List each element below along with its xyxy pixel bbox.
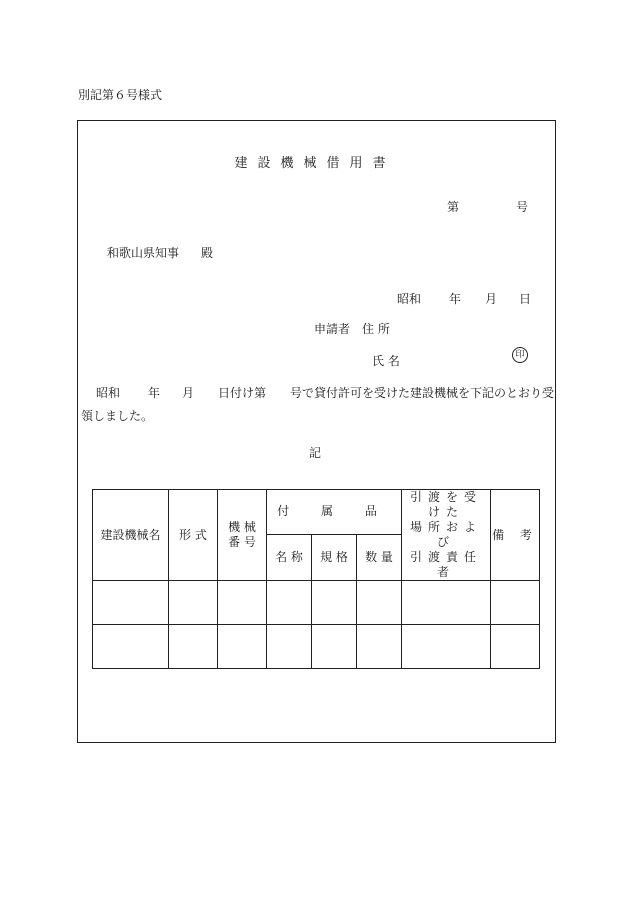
table-cell[interactable] [357,581,402,625]
header-accessory-spec: 規 格 [312,534,357,580]
applicant-label: 申請者 [314,322,351,336]
body-remainder: 号で貸付許可を受けた建設機械を下記のとおり受 [290,386,555,400]
addressee [107,244,213,261]
body-day-no: 日付け第 [218,386,267,400]
header-machine-number-line1: 機 械 [228,520,256,534]
table-cell[interactable] [93,581,169,625]
date-year: 年 [449,292,462,306]
header-handover [402,490,491,581]
applicant-name-label: 氏 名 [372,354,400,368]
document-number-prefix: 第 [447,200,460,214]
date-era: 昭和 [397,292,422,306]
header-machine-number-line2: 番 号 [228,535,256,549]
table-cell[interactable] [267,581,312,625]
table-cell[interactable] [93,625,169,669]
table-cell[interactable] [491,581,540,625]
header-machine-name: 建設機械名 [93,490,169,581]
addressee-name: 和歌山県知事 [107,246,180,260]
table-cell[interactable] [267,625,312,669]
address-label: 住 所 [362,322,390,336]
table-cell[interactable] [169,625,218,669]
table-cell[interactable] [312,581,357,625]
table-cell[interactable] [402,581,491,625]
table-cell[interactable] [312,625,357,669]
header-accessories: 付 属 品 [267,490,402,535]
applicant-address [314,320,390,337]
body-year: 年 [148,386,161,400]
table-row [93,581,540,625]
date-day: 日 [519,292,532,306]
table-cell[interactable] [357,625,402,669]
application-date [397,290,531,307]
header-handover-line3: 引渡責任者 [410,550,483,579]
header-handover-line1: 引渡を受けた [410,490,483,519]
header-machine-number [218,490,267,581]
table-cell[interactable] [218,581,267,625]
table-cell[interactable] [402,625,491,669]
body-era: 昭和 [96,386,121,400]
machine-list-table [92,489,540,669]
table-cell[interactable] [218,625,267,669]
addressee-honorific: 殿 [201,246,214,260]
ki-heading: 記 [308,446,321,460]
body-text-line-2: 領しました。 [81,409,154,423]
document-title: 建設機械借用書 [234,156,396,171]
document-number-suffix: 号 [516,200,529,214]
header-accessory-name: 名 称 [267,534,312,580]
header-remarks: 備 考 [491,490,540,581]
header-accessory-qty: 数 量 [357,534,402,580]
table-cell[interactable] [169,581,218,625]
seal-mark: 印 [512,347,528,363]
body-text-line-1 [96,384,554,401]
form-number-label: 別記第６号様式 [78,88,163,102]
table-cell[interactable] [491,625,540,669]
header-handover-line2: 場所および [410,520,483,549]
table-row [93,625,540,669]
header-type: 形 式 [169,490,218,581]
body-month: 月 [182,386,195,400]
date-month: 月 [485,292,498,306]
